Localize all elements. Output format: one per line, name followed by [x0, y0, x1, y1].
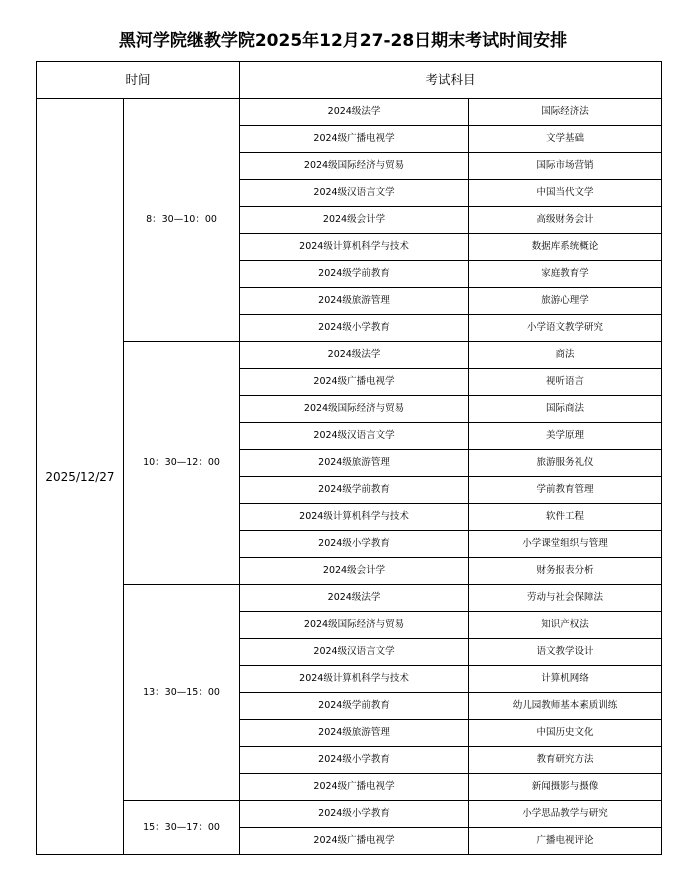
page-title: 黑河学院继教学院2025年12月27-28日期末考试时间安排	[118, 31, 568, 51]
time-slot-cell: 13：30—15：00	[124, 585, 240, 801]
table-row	[37, 99, 662, 126]
course-cell: 计算机网络	[469, 666, 662, 693]
course-cell: 美学原理	[469, 423, 662, 450]
major-cell: 2024级计算机科学与技术	[240, 504, 469, 531]
course-cell: 小学思品教学与研究	[469, 801, 662, 828]
major-cell: 2024级法学	[240, 585, 469, 612]
course-cell: 小学课堂组织与管理	[469, 531, 662, 558]
table-row	[37, 801, 662, 828]
course-cell: 商法	[469, 342, 662, 369]
course-cell: 广播电视评论	[469, 828, 662, 855]
major-cell: 2024级计算机科学与技术	[240, 234, 469, 261]
exam-schedule-table	[36, 61, 662, 855]
major-cell: 2024级旅游管理	[240, 288, 469, 315]
course-cell: 家庭教育学	[469, 261, 662, 288]
course-cell: 国际经济法	[469, 99, 662, 126]
major-cell: 2024级小学教育	[240, 747, 469, 774]
major-cell: 2024级学前教育	[240, 693, 469, 720]
major-cell: 2024级国际经济与贸易	[240, 153, 469, 180]
header-row	[37, 62, 662, 99]
major-cell: 2024级学前教育	[240, 261, 469, 288]
exam-date-cell: 2025/12/27	[37, 99, 124, 855]
major-cell: 2024级会计学	[240, 558, 469, 585]
major-cell: 2024级旅游管理	[240, 450, 469, 477]
major-cell: 2024级小学教育	[240, 315, 469, 342]
course-cell: 小学语文教学研究	[469, 315, 662, 342]
major-cell: 2024级汉语言文学	[240, 180, 469, 207]
major-cell: 2024级会计学	[240, 207, 469, 234]
time-slot-cell: 8：30—10：00	[124, 99, 240, 342]
course-cell: 教育研究方法	[469, 747, 662, 774]
major-cell: 2024级国际经济与贸易	[240, 612, 469, 639]
major-cell: 2024级广播电视学	[240, 369, 469, 396]
course-cell: 旅游心理学	[469, 288, 662, 315]
course-cell: 高级财务会计	[469, 207, 662, 234]
major-cell: 2024级计算机科学与技术	[240, 666, 469, 693]
major-cell: 2024级法学	[240, 342, 469, 369]
major-cell: 2024级学前教育	[240, 477, 469, 504]
course-cell: 财务报表分析	[469, 558, 662, 585]
course-cell: 劳动与社会保障法	[469, 585, 662, 612]
time-slot-cell: 10：30—12：00	[124, 342, 240, 585]
course-cell: 视听语言	[469, 369, 662, 396]
course-cell: 国际市场营销	[469, 153, 662, 180]
course-cell: 数据库系统概论	[469, 234, 662, 261]
course-cell: 知识产权法	[469, 612, 662, 639]
course-cell: 文学基础	[469, 126, 662, 153]
major-cell: 2024级法学	[240, 99, 469, 126]
major-cell: 2024级广播电视学	[240, 126, 469, 153]
course-cell: 中国当代文学	[469, 180, 662, 207]
course-cell: 幼儿园教师基本素质训练	[469, 693, 662, 720]
major-cell: 2024级小学教育	[240, 531, 469, 558]
header-subject: 考试科目	[240, 62, 662, 99]
course-cell: 学前教育管理	[469, 477, 662, 504]
header-time: 时间	[37, 62, 240, 99]
course-cell: 旅游服务礼仪	[469, 450, 662, 477]
course-cell: 软件工程	[469, 504, 662, 531]
major-cell: 2024级广播电视学	[240, 774, 469, 801]
schedule-body	[37, 62, 662, 855]
major-cell: 2024级汉语言文学	[240, 639, 469, 666]
major-cell: 2024级汉语言文学	[240, 423, 469, 450]
major-cell: 2024级小学教育	[240, 801, 469, 828]
major-cell: 2024级国际经济与贸易	[240, 396, 469, 423]
course-cell: 新闻摄影与摄像	[469, 774, 662, 801]
table-row	[37, 342, 662, 369]
major-cell: 2024级旅游管理	[240, 720, 469, 747]
time-slot-cell: 15：30—17：00	[124, 801, 240, 855]
course-cell: 中国历史文化	[469, 720, 662, 747]
course-cell: 语文教学设计	[469, 639, 662, 666]
table-row	[37, 585, 662, 612]
course-cell: 国际商法	[469, 396, 662, 423]
major-cell: 2024级广播电视学	[240, 828, 469, 855]
